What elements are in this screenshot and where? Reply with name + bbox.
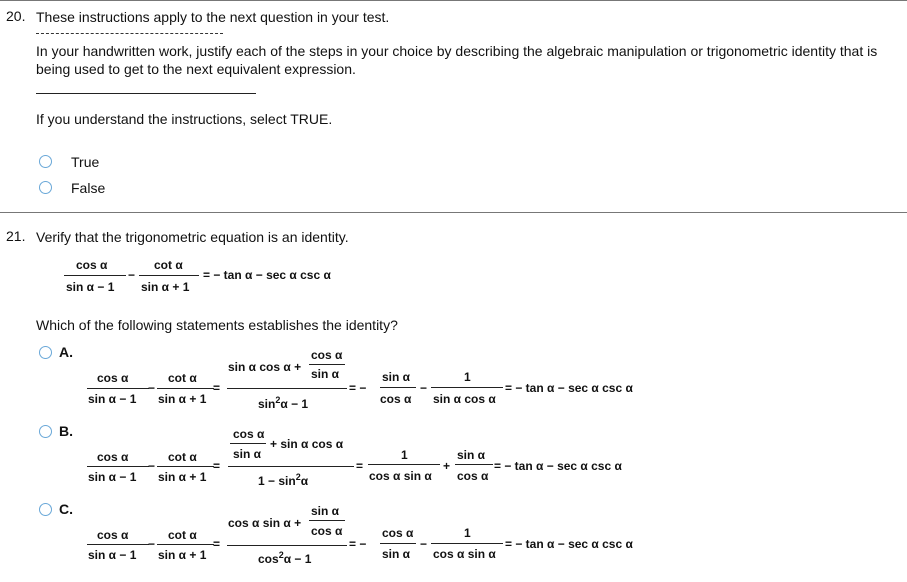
fraction-denominator: sin α − 1 [88,548,137,562]
minus-sign: − [148,459,156,473]
minus-sign: − [420,381,428,395]
den-main: 1 − sin [258,474,296,488]
nested-denominator: sin α [311,367,340,381]
fraction-bar [455,464,493,465]
equation-rhs: = − tan α − sec α csc α [494,459,622,473]
nested-fraction-bar [309,364,345,365]
fraction-bar [368,464,440,465]
fraction-numerator: cos α [97,528,129,542]
option-false-label[interactable]: False [71,180,106,196]
fraction-numerator: 1 [464,370,471,384]
minus-sign: − [148,537,156,551]
fraction-numerator: cot α [154,258,183,272]
fraction-bar [87,388,149,389]
fraction-bar [157,466,214,467]
fraction-bar [227,545,347,546]
option-b-letter[interactable]: B. [59,423,73,439]
instructions-body: In your handwritten work, justify each of the steps in your choice by describing the algebraic manipulation or trigonometric identity that is being used to get to the next equivalent expression. [36,43,878,77]
fraction-denominator: sin α + 1 [158,470,207,484]
option-true-label[interactable]: True [71,154,100,170]
exponent: 2 [295,472,301,482]
equals-sign: = [356,459,364,473]
compound-numerator-rest: + sin α cos α [270,437,344,451]
nested-numerator: sin α [311,504,340,518]
compound-numerator: sin α cos α + [228,360,302,374]
fraction-numerator: 1 [401,448,408,462]
den-cos: cos [258,552,279,566]
fraction-denominator: sin α − 1 [88,470,137,484]
instructions-prompt: If you understand the instructions, select TRUE. [36,111,333,127]
fraction-numerator: sin α [382,370,411,384]
minus-sign: − [420,537,428,551]
fraction-bar [64,275,126,276]
fraction-numerator: cot α [168,371,197,385]
fraction-numerator: sin α [457,448,486,462]
instructions-intro: These instructions apply to the next question in your test. [36,9,390,25]
nested-denominator: sin α [233,447,262,461]
fraction-bar [228,466,354,467]
nested-numerator: cos α [233,427,265,441]
radio-false[interactable] [39,181,52,194]
minus-sign: − [148,381,156,395]
fraction-denominator: cos α [457,469,489,483]
radio-true[interactable] [39,155,52,168]
fraction-numerator: cot α [168,528,197,542]
equals-sign: = [213,381,221,395]
compound-numerator: cos α sin α + [228,516,302,530]
fraction-denominator: cos α sin α [369,469,432,483]
fraction-numerator: cot α [168,450,197,464]
compound-denominator [258,550,311,566]
fraction-numerator: cos α [76,258,108,272]
fraction-bar [227,388,347,389]
question-number: 21. [6,228,26,244]
fraction-bar [87,544,149,545]
fraction-denominator: sin α − 1 [66,280,115,294]
question-number: 20. [6,8,26,24]
top-divider [0,0,907,1]
fraction-bar [431,543,503,544]
fraction-numerator: cos α [97,371,129,385]
den-rest: α − 1 [280,397,309,411]
radio-option-c[interactable] [39,503,52,516]
equals-minus: = − [349,537,367,551]
equation-rhs: = − tan α − sec α csc α [203,268,331,282]
question-prompt: Which of the following statements establishes the identity? [36,317,398,333]
fraction-denominator: sin α − 1 [88,392,137,406]
den-rest: α [300,474,309,488]
option-c-letter[interactable]: C. [59,501,73,517]
plus-sign: + [443,459,451,473]
option-a-letter[interactable]: A. [59,344,73,360]
compound-denominator [258,472,308,488]
equation-rhs: = − tan α − sec α csc α [505,537,633,551]
question-divider [0,212,907,213]
fraction-bar [87,466,149,467]
fraction-numerator: 1 [464,526,471,540]
fraction-denominator: sin α + 1 [158,392,207,406]
fraction-numerator: cos α [382,526,414,540]
fraction-denominator: sin α + 1 [141,280,190,294]
fraction-bar [157,544,214,545]
dashed-separator [36,33,223,34]
nested-fraction-bar [230,443,266,444]
separator-line [36,93,256,94]
nested-denominator: cos α [311,524,343,538]
radio-option-a[interactable] [39,346,52,359]
radio-option-b[interactable] [39,425,52,438]
equals-sign: = [213,537,221,551]
nested-numerator: cos α [311,348,343,362]
exponent: 2 [275,395,281,405]
den-sin: sin [258,397,276,411]
fraction-denominator: cos α [380,392,412,406]
fraction-denominator: sin α + 1 [158,548,207,562]
fraction-numerator: cos α [97,450,129,464]
question-intro: Verify that the trigonometric equation is an identity. [36,229,349,245]
fraction-bar [139,275,199,276]
fraction-denominator: sin α cos α [433,392,496,406]
equals-minus: = − [349,381,367,395]
den-rest: α − 1 [283,552,312,566]
fraction-bar [157,388,214,389]
exponent: 2 [278,550,284,560]
equation-rhs: = − tan α − sec α csc α [505,381,633,395]
equals-sign: = [213,459,221,473]
nested-fraction-bar [309,520,345,521]
fraction-bar [431,387,503,388]
compound-denominator [258,395,308,411]
fraction-bar [380,387,416,388]
fraction-bar [380,543,416,544]
fraction-denominator: sin α [382,547,411,561]
fraction-denominator: cos α sin α [433,547,496,561]
minus-sign: − [128,268,136,282]
